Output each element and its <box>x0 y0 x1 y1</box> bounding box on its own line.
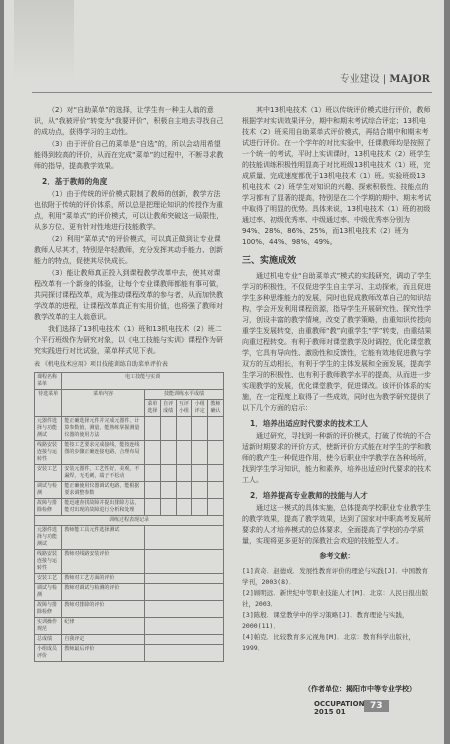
table-cell-task: 安装工艺 <box>35 465 62 482</box>
table-cell-desc: 教师最后评价 <box>62 645 145 662</box>
reference-item: [2]顾明远．新世纪中等职业技能人才[M]．北京：人民日报出版社，2003． <box>242 589 428 608</box>
footer-date: 2015 01 <box>314 708 346 716</box>
table-cell-task: 调试与检测 <box>35 482 62 499</box>
table-cell-task: 故障与排除检修 <box>35 499 62 516</box>
table-cell-task: 元器件选择与功能测试 <box>35 526 62 550</box>
left-subheading: 2．基于教师的角度 <box>42 177 108 186</box>
table-section-heading: 训练过程表现记录 <box>35 516 224 526</box>
table-col-level: 技能训练水平成绩 <box>144 390 223 400</box>
right-column <box>242 105 432 654</box>
table-head-course: 课程名称菜单 <box>35 373 62 390</box>
table-row <box>35 601 224 618</box>
table-cell-desc: 能迅速查找故障并提出排除方法，能对出现的故障进行分析和处理 <box>62 499 145 516</box>
table-row <box>35 635 224 645</box>
table-cell-desc: 能正确选择元件并完成元器件，计算参数值，测量，能熟练掌握测量仪器的使用方法 <box>62 417 145 441</box>
table-head-course-value: 电工技能与实训 <box>62 373 224 390</box>
table-cell-desc: 教师对工艺方面的评价 <box>62 574 145 584</box>
table-subcol: 教师确认 <box>208 400 224 417</box>
table-subcol: 自评成绩 <box>160 400 176 417</box>
right-paragraph: 通过这一模式的具体实施，总体提高学校职业专业教学生的教学效果，提高了教学效果，达到了国家对中职高考发展所要求的人才培养模式的总体要求，全面提高了学校的办学质量，实现将更多更好的深教社会欢迎的技能型人才。 <box>242 504 431 545</box>
right-paragraph: 通过研究，寻找到一种新的评价模式，打破了传统的不合适新时期要求的评价方式，使新评价方式能在对学生的学和教师的教产生一种促进作用，使今后职业中学教学在各种场所，找到学生学习知识，能力和素养，培养出适应时代要求的技术工人。 <box>242 432 431 484</box>
table-cell-task: 安装工艺 <box>35 574 62 584</box>
right-paragraph: 其中13机电技术（1）班以传统评价模式进行评价，教师根据学对实训效果评分，期中和期末考试综合评定；13机电技术（2）班采用自助菜单式评价模式，再结合期中和期末考试进行评价。在一个学年的对比实验中，任课教师均是按照了一个统一的考试，平时上实训课时，13机电技术（2）班学生的技能训练积极性明显高于对比班级13机电技术（1）班，完成质量、完成速度都优于13机电技术（1）班。实验班级13机电技术（2）班学生对知识的兴趣、探索积极性、技能点的学习都有了显著的提高，特别是在二个学期的期中、期末考试中取得了明显的优势。具体来说，13机电技术（1）班的初级通过率、初级优秀率、中级通过率、中级优秀率分别为94%、28%、86%、25%，而13机电技术（2）班为100%、44%、98%、49%。 <box>242 106 431 246</box>
section-heading: 三、实施成效 <box>242 256 297 266</box>
table-subcol: 小组评定 <box>192 400 208 417</box>
footer-journal: OCCUPATION <box>314 700 365 708</box>
table-row <box>35 584 224 601</box>
table-cell-task: 实训操作规范 <box>35 618 62 635</box>
table-row <box>35 417 224 441</box>
left-paragraph: （2）对“自助菜单”的选择，让学生有一种主人翁的意识，从“我被评价”转变为“我要评价”，积极自主地去寻找自己的成功点，获得学习的主动性。 <box>34 106 224 136</box>
table-cell-desc: 教师对线路安装评价 <box>62 550 145 574</box>
header-major: MAJOR <box>389 74 430 85</box>
table-row <box>35 574 224 584</box>
table-cell-task: 故障与排除检修 <box>35 601 62 618</box>
references-title: 参考文献： <box>319 552 355 560</box>
left-column <box>34 105 224 662</box>
left-paragraph: （3）能让教师真正投入到课程教学改革中去，使其对课程改革有一个新身的体验，让每个专业课教师都能有事可做，共同探讨课程改革，成为推动课程改革的参与者，从而加快教学改革的进程，让课程改革真正有实用价值，也将强了教师对教学改革的主人翁意识。 <box>34 269 223 321</box>
journal-page <box>4 0 444 744</box>
table-caption: 表 《机电技术应用》项目技能训练自助菜单评价表 <box>34 361 168 368</box>
evaluation-table <box>34 372 224 662</box>
table-col-desc: 菜单内容 <box>62 390 145 417</box>
right-paragraph: 通过机电专业“自助菜单式”模式的实践研究，调动了学生学习的积极性，不仅促进学生自主学习、主动探索，而且促进学生多种思维能力的发展，同时也促成教师改革自己的知识结构，学会开发利用课程资源，指导学生开展研究性、探究性学习，创设丰富的教学情境，改变了教学策略，由重知识传授向重学生发展转变，由重教师“教”向重学生“学”转变，由重结果向重过程转变。有利于教师对课堂教学及时调控，优化课堂教学，它具有导向性、激励性和反馈性，它能有效地促进教与学双方的互动相长，有利于学生的主体发展和全面发展，提高学生学习的积极性、也有利于教师教学水平的提高，从而进一步实现教学的发展，优化课堂教学，促进课改。该评价体系的实施，在一定程度上取得了一些成效，同时也为教学研究提供了以下几个方面的启示： <box>242 272 432 412</box>
left-paragraph: （2）利用“菜单式”的评价模式，可以真正做到让专业课教师人尽其才，特别是年轻教师，充分发挥其动手能力、创新能力的特点，促使其尽快成长。 <box>34 235 223 265</box>
table-row <box>35 465 224 482</box>
table-cell-task: 调试与检测 <box>35 584 62 601</box>
table-cell-task: 总成绩 <box>35 635 62 645</box>
table-cell-task: 线路安装连接与运转性 <box>35 441 62 465</box>
table-cell-desc: 能按工艺要求完成接线，能按连线图的步骤正确连接电路，合理布局 <box>62 441 145 465</box>
reference-item: [3]陈殷．课堂教学中的学习策略[J]．教育理论与实践，2000(11)． <box>242 611 409 630</box>
right-subheading: 2．培养提高专业教师的技能与人才 <box>250 491 368 500</box>
left-paragraph: （1）由于传统的评价模式限制了教师的创新，教学方法也依附于传统的评价体系，所以总是把理论知识的传授作为重点，利用“菜单式”的评价模式，可以让教师突破这一局限性，从多方位、更有针对性地进行技能教学。 <box>34 190 224 231</box>
table-row <box>35 550 224 574</box>
table-row <box>35 499 224 516</box>
right-subheading: 1．培养出适应时代要求的技术工人 <box>250 419 368 428</box>
reference-item: [1]黄奇．赵德成．发展性教育评价的理论与实践[J]．中国教育学刊，2003(8)． <box>242 567 428 586</box>
table-subcol: 菜单选择 <box>144 400 160 417</box>
table-row <box>35 441 224 465</box>
page-number: 73 <box>364 700 389 712</box>
table-cell-task: 元器件选择与功能测试 <box>35 417 62 441</box>
table-cell-desc: 能正确使用仪器调试电路，能根据要求调整参数 <box>62 482 145 499</box>
reference-item: [4]帕克．比较教育多元视角[M]．北京：教育科学出版社，1999． <box>242 633 415 652</box>
header-category: 专业建设 <box>339 74 380 85</box>
author-unit: （作者单位：揭阳市中等专业学校） <box>304 685 416 693</box>
table-cell-task: 小组成员评价 <box>35 645 62 662</box>
table-cell-desc: 自我评定 <box>62 635 145 645</box>
left-paragraph: 我们选择了13机电技术（1）班和13机电技术（2）班二个平行班级作为研究对象，以《电工技能与实训》课程作为研究实践进行对比试验，菜单样式见下表。 <box>34 325 223 355</box>
table-row <box>35 645 224 662</box>
scan-shadow <box>14 0 74 80</box>
left-paragraph: （3）由于评价自己的菜单是“自选”的，所以会动用希望能得到较高的评价，从而在完成“菜单”的过程中，不断寻求教师的指导，提高教学效果。 <box>34 140 224 170</box>
table-col-task: 待选菜单 <box>35 390 62 417</box>
page-footer <box>314 700 364 716</box>
table-cell-desc: 教师能工具元件选择测试 <box>62 526 145 550</box>
table-subcol: 互评小组 <box>176 400 192 417</box>
table-cell-desc: 纪律 <box>62 618 145 635</box>
table-row <box>35 618 224 635</box>
table-cell-task: 线路安装连接与运转性 <box>35 550 62 574</box>
page-header <box>340 70 430 85</box>
table-row <box>35 526 224 550</box>
header-separator: | <box>379 74 390 85</box>
table-row <box>35 482 224 499</box>
table-cell-desc: 教师对调试与检测的评价 <box>62 584 145 601</box>
table-cell-desc: 安装元器件，工艺性好，美观，不漏焊，无毛刺，端子不松动 <box>62 465 145 482</box>
header-rule <box>32 92 432 93</box>
table-cell-desc: 教师对排除的评价 <box>62 601 145 618</box>
